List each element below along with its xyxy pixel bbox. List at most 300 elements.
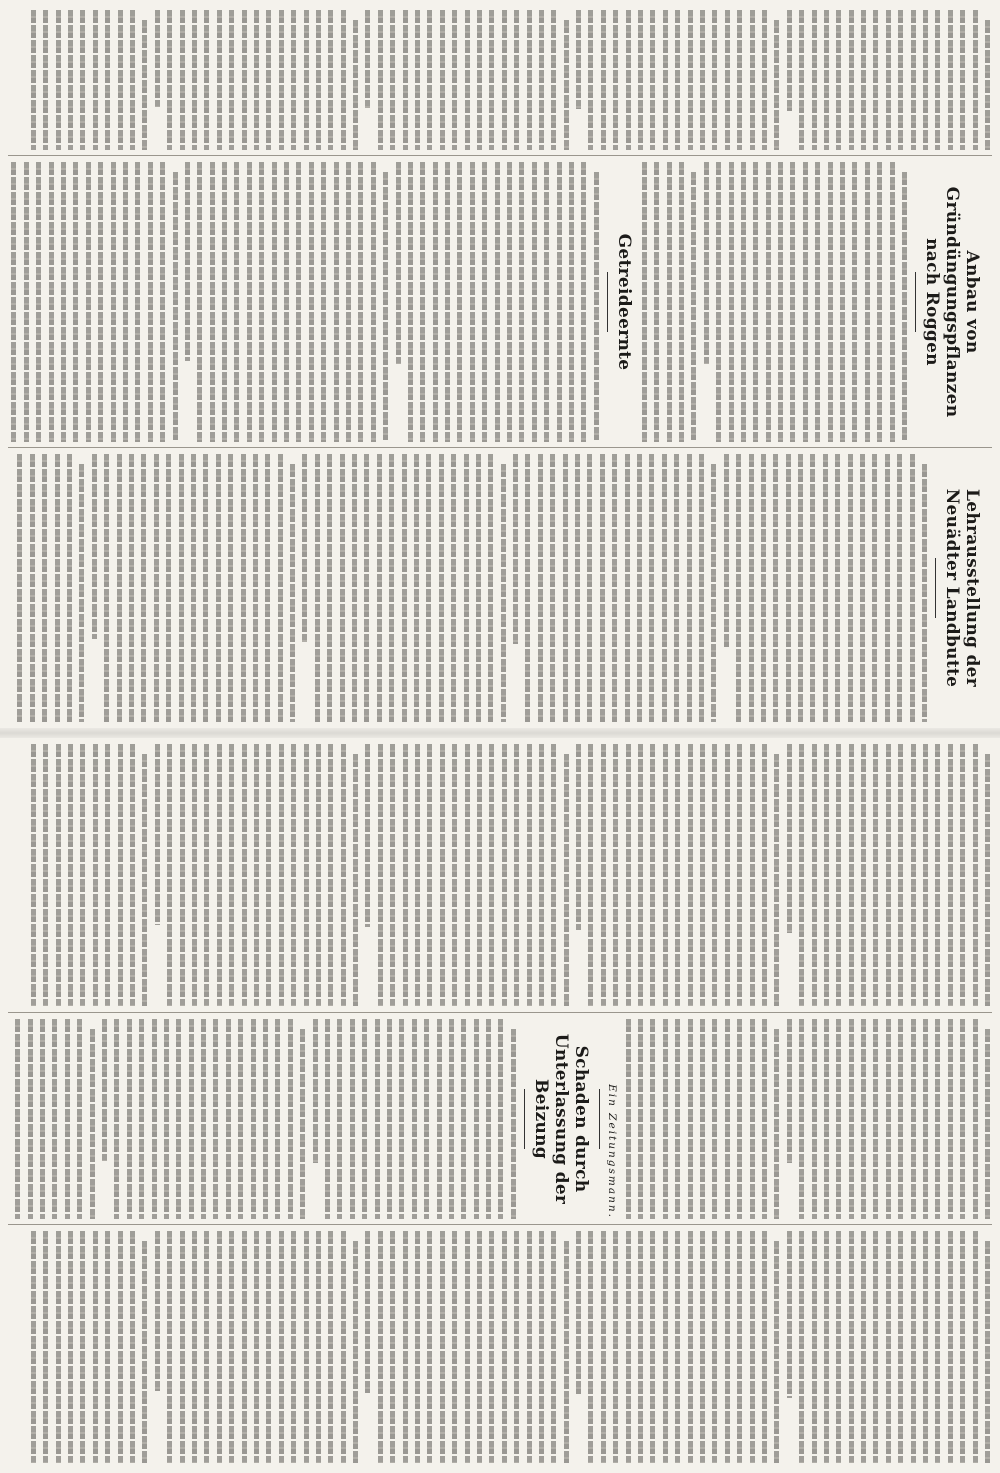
text-line bbox=[501, 464, 506, 722]
text-line bbox=[527, 10, 532, 150]
text-line bbox=[142, 20, 147, 150]
text-line bbox=[203, 454, 208, 722]
text-line bbox=[452, 1231, 457, 1463]
text-line bbox=[898, 1019, 903, 1219]
text-line bbox=[898, 10, 903, 150]
column-4-text bbox=[31, 744, 990, 1006]
text-line bbox=[550, 454, 555, 722]
text-line bbox=[688, 744, 693, 1006]
text-line bbox=[737, 10, 742, 150]
text-line bbox=[304, 744, 309, 1006]
text-line bbox=[43, 10, 48, 150]
text-line bbox=[192, 744, 197, 1006]
text-line bbox=[750, 744, 755, 1006]
text-line bbox=[787, 1231, 792, 1398]
text-line bbox=[532, 162, 537, 442]
text-line bbox=[142, 1241, 147, 1463]
text-line bbox=[191, 454, 196, 722]
text-line bbox=[650, 1231, 655, 1463]
text-line bbox=[985, 20, 990, 150]
text-line bbox=[316, 10, 321, 150]
text-line bbox=[774, 1029, 779, 1219]
text-line bbox=[166, 454, 171, 722]
text-line bbox=[778, 162, 783, 442]
text-line bbox=[415, 10, 420, 150]
text-line bbox=[872, 454, 877, 722]
text-line bbox=[753, 162, 758, 442]
text-line bbox=[502, 10, 507, 150]
text-line bbox=[67, 454, 72, 722]
text-line bbox=[43, 744, 48, 1006]
text-line bbox=[861, 10, 866, 150]
text-line bbox=[365, 10, 370, 108]
column-3-text bbox=[17, 454, 927, 722]
text-line bbox=[762, 10, 767, 150]
text-line bbox=[725, 1231, 730, 1463]
text-line bbox=[539, 1231, 544, 1463]
text-line bbox=[340, 454, 345, 722]
text-line bbox=[551, 10, 556, 150]
text-line bbox=[803, 162, 808, 442]
text-line bbox=[325, 1019, 330, 1219]
text-line bbox=[465, 1231, 470, 1463]
text-line bbox=[861, 1231, 866, 1463]
text-line bbox=[180, 10, 185, 150]
text-line bbox=[470, 162, 475, 442]
text-line bbox=[725, 1019, 730, 1219]
text-line bbox=[263, 1019, 268, 1219]
text-line bbox=[217, 10, 222, 150]
text-line bbox=[911, 1019, 916, 1219]
text-line bbox=[426, 454, 431, 722]
text-line bbox=[514, 10, 519, 150]
text-line bbox=[828, 162, 833, 442]
text-line bbox=[849, 744, 854, 1006]
text-line bbox=[167, 744, 172, 1006]
heading-rule bbox=[607, 272, 608, 332]
text-line bbox=[90, 1029, 95, 1219]
text-line bbox=[49, 162, 54, 442]
text-line bbox=[539, 10, 544, 150]
text-line bbox=[424, 1019, 429, 1219]
text-line bbox=[265, 454, 270, 722]
text-line bbox=[43, 1231, 48, 1463]
text-line bbox=[849, 1231, 854, 1463]
text-line bbox=[790, 162, 795, 442]
text-line bbox=[40, 1019, 45, 1219]
text-line bbox=[594, 172, 599, 442]
text-line bbox=[600, 454, 605, 722]
text-line bbox=[414, 454, 419, 722]
text-line bbox=[28, 1019, 33, 1219]
text-line bbox=[489, 10, 494, 150]
text-line bbox=[17, 454, 22, 722]
text-line bbox=[626, 1231, 631, 1463]
text-line bbox=[118, 1231, 123, 1463]
text-line bbox=[31, 10, 36, 150]
text-line bbox=[750, 10, 755, 150]
text-line bbox=[587, 454, 592, 722]
text-line bbox=[180, 744, 185, 1006]
text-line bbox=[495, 162, 500, 442]
text-line bbox=[228, 454, 233, 722]
text-line bbox=[886, 10, 891, 150]
text-line bbox=[304, 1231, 309, 1463]
text-line bbox=[408, 162, 413, 442]
text-line bbox=[960, 744, 965, 1006]
text-line bbox=[836, 744, 841, 1006]
column-2b-text bbox=[10, 162, 599, 442]
text-line bbox=[612, 454, 617, 722]
text-line bbox=[217, 1231, 222, 1463]
text-line bbox=[56, 1231, 61, 1463]
text-line bbox=[247, 162, 252, 442]
text-line bbox=[750, 1231, 755, 1463]
text-line bbox=[437, 1019, 442, 1219]
text-line bbox=[700, 1019, 705, 1219]
text-line bbox=[155, 10, 160, 107]
text-line bbox=[204, 1231, 209, 1463]
text-line bbox=[486, 1019, 491, 1219]
text-line bbox=[313, 1019, 318, 1163]
text-line bbox=[180, 1231, 185, 1463]
text-line bbox=[766, 162, 771, 442]
text-line bbox=[105, 744, 110, 1006]
text-line bbox=[691, 172, 696, 442]
text-line bbox=[511, 1029, 516, 1219]
text-line bbox=[716, 162, 721, 442]
text-line bbox=[787, 1019, 792, 1163]
text-line bbox=[461, 1019, 466, 1219]
text-line bbox=[105, 1231, 110, 1463]
text-line bbox=[328, 10, 333, 150]
text-line bbox=[440, 744, 445, 1006]
text-line bbox=[923, 744, 928, 1006]
text-line bbox=[477, 744, 482, 1006]
text-line bbox=[489, 1231, 494, 1463]
text-line bbox=[601, 1231, 606, 1463]
text-line bbox=[824, 744, 829, 1006]
text-line bbox=[185, 162, 190, 361]
text-line bbox=[948, 1019, 953, 1219]
text-line bbox=[729, 162, 734, 442]
text-line bbox=[762, 1019, 767, 1219]
text-line bbox=[296, 162, 301, 442]
text-line bbox=[142, 754, 147, 1006]
text-line bbox=[387, 1019, 392, 1219]
text-line bbox=[378, 1231, 383, 1463]
text-line bbox=[390, 1231, 395, 1463]
text-line bbox=[80, 744, 85, 1006]
text-line bbox=[465, 744, 470, 1006]
text-line bbox=[840, 162, 845, 442]
text-line bbox=[589, 744, 594, 1006]
text-line bbox=[601, 744, 606, 1006]
text-line bbox=[440, 10, 445, 150]
text-line bbox=[836, 1231, 841, 1463]
text-line bbox=[176, 1019, 181, 1219]
text-line bbox=[948, 744, 953, 1006]
text-line bbox=[68, 10, 73, 150]
text-line bbox=[118, 10, 123, 150]
text-line bbox=[266, 10, 271, 150]
text-line bbox=[217, 744, 222, 1006]
text-line bbox=[403, 744, 408, 1006]
text-line bbox=[316, 1231, 321, 1463]
text-line bbox=[824, 1231, 829, 1463]
text-line bbox=[911, 744, 916, 1006]
text-line bbox=[662, 454, 667, 722]
heading-rule bbox=[935, 558, 936, 618]
article-heading-getreideernte: Getreideernte bbox=[613, 233, 634, 371]
text-line bbox=[390, 10, 395, 150]
text-line bbox=[861, 1019, 866, 1219]
text-line bbox=[498, 1019, 503, 1219]
text-line bbox=[551, 744, 556, 1006]
text-line bbox=[458, 162, 463, 442]
text-line bbox=[687, 454, 692, 722]
text-line bbox=[773, 454, 778, 722]
text-line bbox=[761, 454, 766, 722]
text-line bbox=[238, 1019, 243, 1219]
text-line bbox=[513, 454, 518, 644]
text-line bbox=[663, 1019, 668, 1219]
text-line bbox=[514, 744, 519, 1006]
text-line bbox=[93, 744, 98, 1006]
column-5-text bbox=[626, 1019, 990, 1219]
text-line bbox=[638, 1231, 643, 1463]
text-line bbox=[93, 10, 98, 150]
text-line bbox=[626, 744, 631, 1006]
text-line bbox=[688, 1231, 693, 1463]
text-line bbox=[502, 1231, 507, 1463]
text-line bbox=[712, 744, 717, 1006]
text-line bbox=[663, 1231, 668, 1463]
text-line bbox=[667, 162, 672, 442]
text-line bbox=[445, 162, 450, 442]
text-line bbox=[290, 464, 295, 722]
text-line bbox=[253, 454, 258, 722]
text-line bbox=[581, 162, 586, 442]
text-line bbox=[341, 10, 346, 150]
text-line bbox=[358, 162, 363, 442]
text-line bbox=[935, 10, 940, 150]
text-line bbox=[266, 744, 271, 1006]
text-line bbox=[700, 744, 705, 1006]
column-divider bbox=[8, 1224, 992, 1225]
text-line bbox=[688, 1019, 693, 1219]
heading-rule bbox=[915, 272, 916, 332]
article-heading-landbutter: Lehrausstellung der Neuädter Landbutte bbox=[942, 488, 982, 688]
text-line bbox=[167, 1231, 172, 1463]
text-line bbox=[477, 1231, 482, 1463]
text-line bbox=[117, 454, 122, 722]
text-line bbox=[563, 454, 568, 722]
text-line bbox=[77, 1019, 82, 1219]
text-line bbox=[364, 454, 369, 722]
text-line bbox=[922, 464, 927, 722]
text-line bbox=[663, 744, 668, 1006]
text-line bbox=[396, 162, 401, 364]
text-line bbox=[415, 744, 420, 1006]
text-line bbox=[960, 1019, 965, 1219]
text-line bbox=[389, 454, 394, 722]
text-line bbox=[92, 454, 97, 639]
text-line bbox=[427, 1231, 432, 1463]
text-line bbox=[675, 1231, 680, 1463]
text-line bbox=[507, 162, 512, 442]
text-line bbox=[799, 1231, 804, 1463]
text-line bbox=[383, 172, 388, 442]
column-1 bbox=[10, 10, 990, 150]
text-line bbox=[291, 744, 296, 1006]
text-line bbox=[625, 454, 630, 722]
text-line bbox=[229, 10, 234, 150]
text-line bbox=[56, 744, 61, 1006]
text-line bbox=[341, 744, 346, 1006]
text-line bbox=[278, 454, 283, 722]
text-line bbox=[86, 162, 91, 442]
text-line bbox=[350, 1019, 355, 1219]
text-line bbox=[774, 20, 779, 150]
text-line bbox=[291, 10, 296, 150]
text-line bbox=[762, 744, 767, 1006]
text-line bbox=[576, 10, 581, 109]
text-line bbox=[935, 1231, 940, 1463]
text-line bbox=[427, 10, 432, 150]
text-line bbox=[449, 1019, 454, 1219]
column-6 bbox=[10, 1231, 990, 1463]
text-line bbox=[334, 162, 339, 442]
text-line bbox=[973, 744, 978, 1006]
text-line bbox=[886, 1019, 891, 1219]
text-line bbox=[488, 454, 493, 722]
text-line bbox=[266, 1231, 271, 1463]
column-4 bbox=[10, 744, 990, 1006]
text-line bbox=[309, 162, 314, 442]
text-line bbox=[551, 1231, 556, 1463]
text-line bbox=[502, 744, 507, 1006]
text-line bbox=[865, 162, 870, 442]
text-line bbox=[824, 10, 829, 150]
text-line bbox=[452, 10, 457, 150]
text-line bbox=[474, 1019, 479, 1219]
text-line bbox=[873, 10, 878, 150]
text-line bbox=[222, 162, 227, 442]
text-line bbox=[403, 10, 408, 150]
text-line bbox=[362, 1019, 367, 1219]
text-line bbox=[911, 1231, 916, 1463]
text-line bbox=[911, 10, 916, 150]
text-line bbox=[799, 10, 804, 150]
text-line bbox=[638, 10, 643, 150]
text-line bbox=[638, 1019, 643, 1219]
text-line bbox=[80, 1231, 85, 1463]
text-line bbox=[341, 1231, 346, 1463]
text-line bbox=[242, 10, 247, 150]
text-line bbox=[613, 10, 618, 150]
text-line bbox=[73, 162, 78, 442]
text-line bbox=[254, 1231, 259, 1463]
text-line bbox=[98, 162, 103, 442]
text-line bbox=[973, 10, 978, 150]
text-line bbox=[118, 744, 123, 1006]
text-line bbox=[873, 1231, 878, 1463]
text-line bbox=[519, 162, 524, 442]
text-line bbox=[557, 162, 562, 442]
text-line bbox=[712, 1231, 717, 1463]
text-line bbox=[725, 10, 730, 150]
text-line bbox=[948, 10, 953, 150]
text-line bbox=[725, 744, 730, 1006]
text-line bbox=[412, 1019, 417, 1219]
text-line bbox=[849, 1019, 854, 1219]
text-line bbox=[201, 1019, 206, 1219]
text-line bbox=[346, 162, 351, 442]
text-line bbox=[527, 1231, 532, 1463]
text-line bbox=[152, 1019, 157, 1219]
text-line bbox=[375, 1019, 380, 1219]
text-line bbox=[189, 1019, 194, 1219]
heading-rule bbox=[524, 1089, 525, 1149]
text-line bbox=[539, 744, 544, 1006]
text-line bbox=[242, 744, 247, 1006]
text-line bbox=[24, 162, 29, 442]
text-line bbox=[15, 1019, 20, 1219]
text-line bbox=[799, 1019, 804, 1219]
text-line bbox=[613, 1231, 618, 1463]
text-line bbox=[80, 10, 85, 150]
text-line bbox=[378, 10, 383, 150]
text-line bbox=[576, 1231, 581, 1396]
text-line bbox=[601, 10, 606, 150]
text-line bbox=[155, 744, 160, 925]
text-line bbox=[489, 744, 494, 1006]
text-line bbox=[675, 10, 680, 150]
text-line bbox=[852, 162, 857, 442]
text-line bbox=[251, 1019, 256, 1219]
text-line bbox=[564, 1241, 569, 1463]
column-5b-text bbox=[10, 1019, 516, 1219]
text-line bbox=[886, 1231, 891, 1463]
text-line bbox=[638, 744, 643, 1006]
text-line bbox=[130, 10, 135, 150]
column-2 bbox=[10, 162, 990, 442]
text-line bbox=[736, 454, 741, 722]
text-line bbox=[114, 1019, 119, 1219]
text-line bbox=[164, 1019, 169, 1219]
text-line bbox=[898, 744, 903, 1006]
text-line bbox=[787, 744, 792, 933]
text-line bbox=[482, 162, 487, 442]
text-line bbox=[36, 162, 41, 442]
text-line bbox=[451, 454, 456, 722]
text-line bbox=[712, 1019, 717, 1219]
text-line bbox=[279, 1231, 284, 1463]
text-line bbox=[93, 1231, 98, 1463]
text-line bbox=[985, 754, 990, 1006]
text-line bbox=[272, 162, 277, 442]
text-line bbox=[477, 10, 482, 150]
text-line bbox=[433, 162, 438, 442]
text-line bbox=[699, 454, 704, 722]
text-line bbox=[737, 744, 742, 1006]
text-line bbox=[688, 10, 693, 150]
text-line bbox=[675, 1019, 680, 1219]
text-line bbox=[923, 10, 928, 150]
text-line bbox=[985, 1029, 990, 1219]
text-line bbox=[377, 454, 382, 722]
